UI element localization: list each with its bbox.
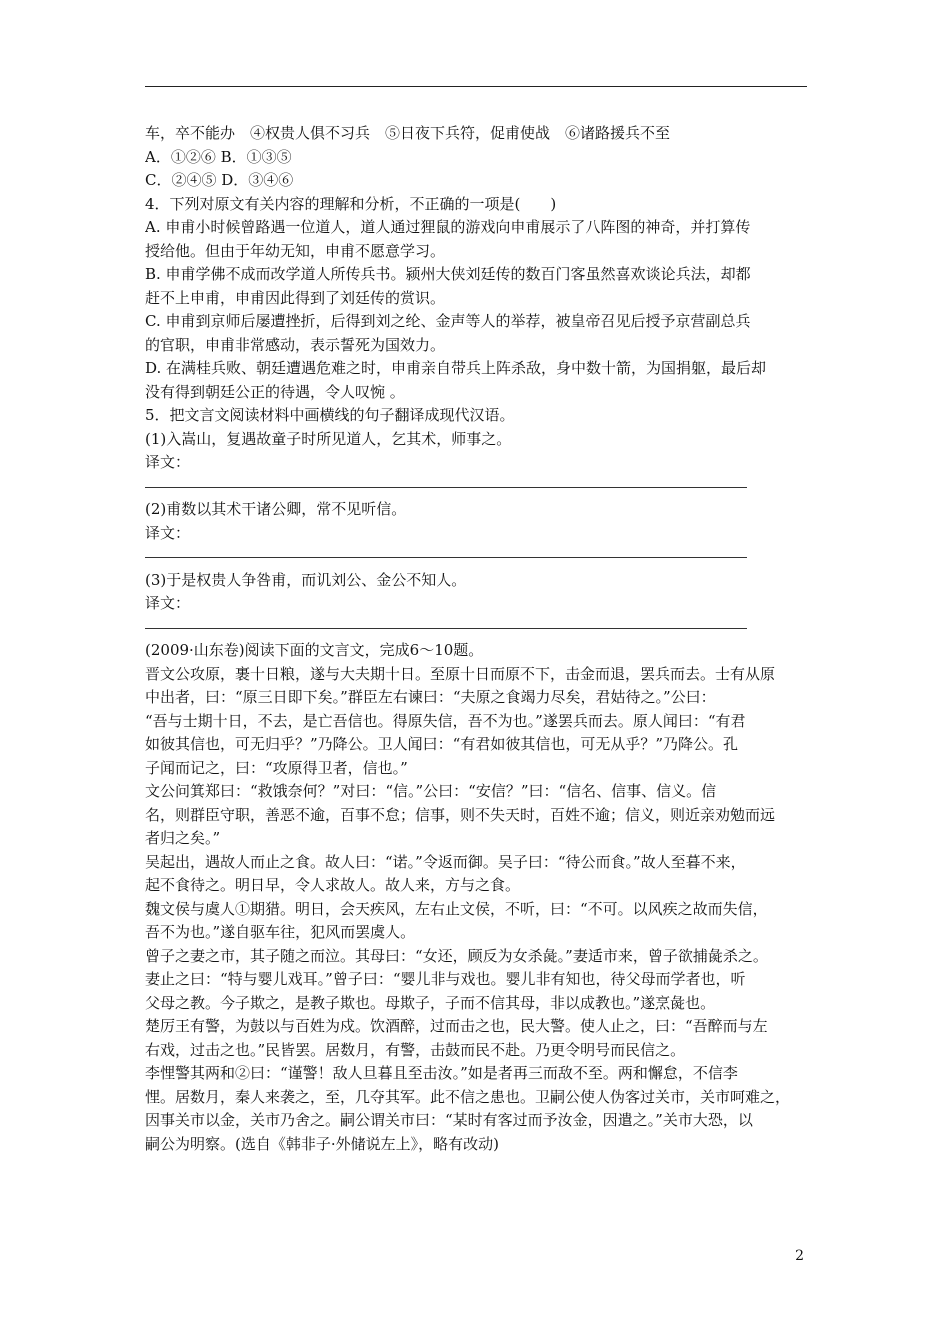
q4-option-d-line1: D. 在满桂兵败、朝廷遭遇危难之时，申甫亲自带兵上阵杀敌，身中数十箭，为国捐躯，最后却 xyxy=(145,359,767,377)
translate-label: 译文： xyxy=(145,594,191,612)
q4-stem: 4．下列对原文有关内容的理解和分析，不正确的一项是( ) xyxy=(145,194,557,213)
passage-line: 魏文侯与虞人①期猎。明日，会天疾风，左右止文侯，不听，曰：“不可。以风疾之故而失信， xyxy=(145,899,768,918)
passage-line: 者归之矣。” xyxy=(145,829,221,847)
answer-line xyxy=(145,545,810,569)
passage-intro: (2009·山东卷)阅读下面的文言文，完成6～10题。 xyxy=(145,641,484,659)
answer-line xyxy=(145,616,810,640)
passage-line: 子闻而记之，曰：“攻原得卫者，信也。” xyxy=(145,758,408,777)
passage-line: 父母之教。今子欺之，是教子欺也。母欺子，子而不信其母，非以成教也。”遂烹彘也。 xyxy=(145,993,716,1012)
passage-line: 晋文公攻原，裹十日粮，遂与大夫期十日。至原十日而原不下，击金而退，罢兵而去。士有从原 xyxy=(145,664,776,683)
passage-line: 嗣公为明察。(选自《韩非子·外储说左上》，略有改动) xyxy=(145,1134,499,1153)
passage-line: 中出者，曰：“原三日即下矣。”群臣左右谏曰：“夫原之食竭力尽矣，君姑待之。”公曰： xyxy=(145,688,716,706)
answer-line xyxy=(145,475,810,499)
passage-line: 因事关市以金，关市乃舍之。嗣公谓关市曰：“某时有客过而予汝金，因遣之。”关市大恐，以 xyxy=(145,1111,753,1129)
q3-option-cd: C．②④⑤ D．③④⑥ xyxy=(145,171,294,189)
page-number: 2 xyxy=(795,1248,804,1264)
q5-item-2: (2)甫数以其术干诸公卿，常不见听信。 xyxy=(145,500,407,518)
q5-item-3: (3)于是权贵人争咎甫，而讥刘公、金公不知人。 xyxy=(145,570,467,589)
q4-option-a-line1: A. 申甫小时候曾路遇一位道人，道人通过狸鼠的游戏向申甫展示了八阵图的神奇，并打算传 xyxy=(145,218,751,236)
passage-line: 文公问箕郑曰：“救饿奈何？”对曰：“信。”公曰：“安信？”曰：“信名、信事、信义。信 xyxy=(145,782,717,800)
q4-option-b-line2: 赶不上申甫，申甫因此得到了刘廷传的赏识。 xyxy=(145,288,446,307)
translate-label: 译文： xyxy=(145,523,191,542)
passage-line: 名，则群臣守职，善恶不逾，百事不怠；信事，则不失天时，百姓不逾；信义，则近亲劝勉而远 xyxy=(145,805,776,824)
q4-option-b-line1: B. 申甫学佛不成而改学道人所传兵书。颍州大侠刘廷传的数百门客虽然喜欢谈论兵法，却都 xyxy=(145,265,751,283)
q4-option-d-line2: 没有得到朝廷公正的待遇，令人叹惋 。 xyxy=(145,382,405,401)
passage xyxy=(145,663,810,1157)
header-rule xyxy=(145,86,807,87)
q4-option-a-line2: 授给他。但由于年幼无知，申甫不愿意学习。 xyxy=(145,241,446,260)
q3-tail: 车，卒不能办 ④权贵人俱不习兵 ⑤日夜下兵符，促甫使战 ⑥诸路援兵不至 xyxy=(145,124,671,142)
passage-line: 曾子之妻之市，其子随之而泣。其母曰：“女还，顾反为女杀彘。”妻适市来，曾子欲捕彘杀之。 xyxy=(145,946,768,965)
passage-line: 如彼其信也，可无归乎？”乃降公。卫人闻曰：“有君如彼其信也，可无从乎？”乃降公。孔 xyxy=(145,735,739,753)
translate-label: 译文： xyxy=(145,453,191,471)
passage-line: 李悝警其两和②曰：“谨警！敌人旦暮且至击汝。”如是者再三而敌不至。两和懈怠，不信李 xyxy=(145,1064,738,1082)
page-content xyxy=(145,122,810,1156)
passage-line: 右戏，过击之也。”民皆罢。居数月，有警，击鼓而民不赴。乃更令明号而民信之。 xyxy=(145,1040,686,1059)
q3-option-ab: A．①②⑥ B．①③⑤ xyxy=(145,147,292,166)
passage-line: 起不食待之。明日早，令人求故人。故人来，方与之食。 xyxy=(145,876,521,894)
q4-option-c-line2: 的官职，申甫非常感动，表示誓死为国效力。 xyxy=(145,335,446,354)
q4-option-c-line1: C. 申甫到京师后屡遭挫折，后得到刘之纶、金声等人的举荐，被皇帝召见后授予京营副总兵 xyxy=(145,312,751,330)
passage-line: 悝。居数月，秦人来袭之，至，几夺其军。此不信之患也。卫嗣公使人伪客过关市，关市呵难之， xyxy=(145,1087,791,1106)
passage-line: 妻止之曰：“特与婴儿戏耳。”曾子曰：“婴儿非与戏也。婴儿非有知也，待父母而学者也，听 xyxy=(145,970,746,988)
q5-item-1: (1)入嵩山，复遇故童子时所见道人，乞其术，师事之。 xyxy=(145,429,512,448)
passage-line: 吴起出，遇故人而止之食。故人曰：“诺。”令返而御。吴子曰：“待公而食。”故人至暮不来， xyxy=(145,852,746,871)
passage-line: 楚厉王有警，为鼓以与百姓为戍。饮酒醉，过而击之也，民大警。使人止之，曰：“吾醉而与左 xyxy=(145,1017,768,1035)
q5-stem: 5．把文言文阅读材料中画横线的句子翻译成现代汉语。 xyxy=(145,406,515,424)
passage-line: “吾与士期十日，不去，是亡吾信也。得原失信，吾不为也。”遂罢兵而去。原人闻曰：“有君 xyxy=(145,711,746,730)
passage-line: 吾不为也。”遂自驱车往，犯风而罢虞人。 xyxy=(145,923,416,941)
